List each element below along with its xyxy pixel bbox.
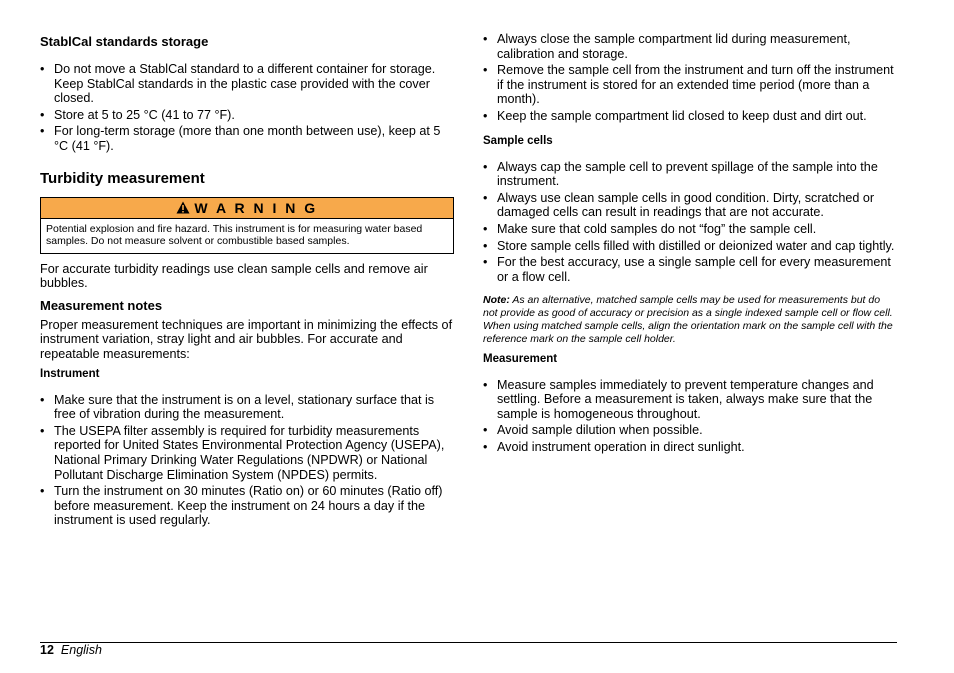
warning-header <box>41 198 453 219</box>
list-item: • Store at 5 to 25 °C (41 to 77 °F). <box>40 108 456 123</box>
notes-text: Proper measurement techniques are important in minimizing the effects of instrument variation, stray light and air bubbles. For accurate and repeatable measurements: <box>40 317 453 361</box>
turbidity-heading: Turbidity measurement <box>40 169 205 187</box>
list-item: • Turn the instrument on 30 minutes (Ratio on) or 60 minutes (Ratio off) before measurement. Keep the instrument on 24 hours a day if the instrument is used regularly. <box>40 484 456 528</box>
list-item: • For the best accuracy, use a single sample cell for every measurement or a flow cell. <box>483 255 897 284</box>
list-item: • Always close the sample compartment lid during measurement, calibration and storage. <box>483 32 897 61</box>
note-label: Note: <box>483 294 510 307</box>
storage-list <box>40 62 456 154</box>
list-item: • Do not move a StablCal standard to a different container for storage. Keep StablCal standards in the plastic case provided with the cover closed. <box>40 62 456 106</box>
list-item: • Store sample cells filled with distilled or deionized water and cap tightly. <box>483 239 897 254</box>
sample-cells-list <box>483 160 897 285</box>
warning-triangle-icon <box>176 201 190 214</box>
measurement-list <box>483 378 897 455</box>
list-item: • Remove the sample cell from the instrument and turn off the instrument if the instrument is stored for an extended time period (more than a month). <box>483 63 897 107</box>
list-item: • Make sure that the instrument is on a level, stationary surface that is free of vibration during the measurement. <box>40 393 456 422</box>
list-item: • Avoid instrument operation in direct sunlight. <box>483 440 897 455</box>
left-column <box>40 32 456 530</box>
list-item: • Keep the sample compartment lid closed to keep dust and dirt out. <box>483 109 897 124</box>
note-paragraph <box>483 294 897 345</box>
notes-heading: Measurement notes <box>40 297 163 313</box>
list-item: • Always use clean sample cells in good condition. Dirty, scratched or damaged cells can result in readings that are not accurate. <box>483 191 897 220</box>
sample-cells-heading: Sample cells <box>483 134 553 147</box>
intro-text: For accurate turbidity readings use clean sample cells and remove air bubbles. <box>40 261 428 291</box>
page-footer <box>40 643 102 657</box>
list-item: • Make sure that cold samples do not “fog” the sample cell. <box>483 222 897 237</box>
warning-text: Potential explosion and fire hazard. This instrument is for measuring water based samples. Do not measure solvent or combustible based samples. <box>46 222 423 248</box>
note-text: As an alternative, matched sample cells may be used for measurements but do not provide as good of accuracy or precision as a single indexed sample cell or flow cell. When using matched sample cells, align the orientation mark on the sample cell with the reference mark on the sample cell holder. <box>483 294 893 345</box>
storage-heading: StablCal standards storage <box>40 34 209 49</box>
footer-language: English <box>60 643 102 657</box>
list-item: • Avoid sample dilution when possible. <box>483 423 897 438</box>
list-item: • For long-term storage (more than one month between use), keep at 5 °C (41 °F). <box>40 124 456 153</box>
instrument-heading: Instrument <box>40 367 100 380</box>
list-item: • Measure samples immediately to prevent temperature changes and settling. Before a measurement is taken, always make sure that the sample is homogeneous throughout. <box>483 378 897 422</box>
footer-divider <box>40 642 897 643</box>
measurement-heading: Measurement <box>483 352 558 365</box>
list-item: • The USEPA filter assembly is required for turbidity measurements reported for United States Environmental Protection Agency (USEPA), National Primary Drinking Water Regulations (NPDWR) or National Pollutant Discharge Elimination System (NPDES) permits. <box>40 424 456 482</box>
instrument-list <box>40 393 456 528</box>
right-column <box>483 32 897 456</box>
top-list <box>483 32 897 124</box>
page-number: 12 <box>40 643 54 657</box>
warning-title: W A R N I N G <box>194 199 318 216</box>
warning-box <box>40 197 454 254</box>
list-item: • Always cap the sample cell to prevent spillage of the sample into the instrument. <box>483 160 897 189</box>
